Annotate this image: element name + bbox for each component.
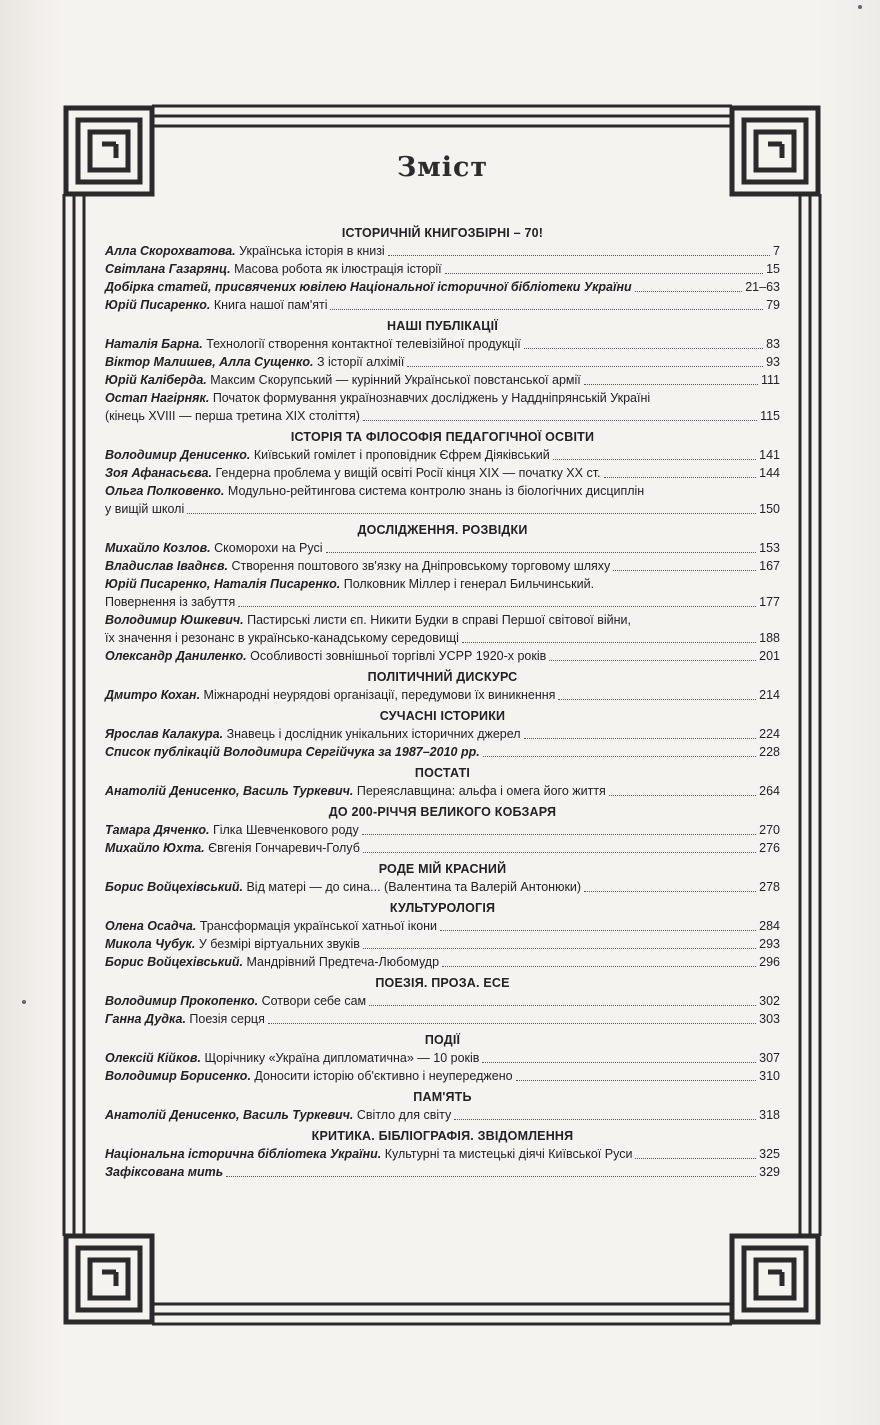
entry-title: З історії алхімії	[316, 355, 405, 369]
toc-section	[105, 224, 780, 314]
toc-entry[interactable]	[105, 917, 780, 935]
entry-text	[105, 539, 323, 557]
entry-author: Національна історична бібліотека України.	[105, 1147, 382, 1161]
entry-title-continued: (кінець XVIII — перша третина XIX століття)	[105, 409, 360, 423]
section-heading: ІСТОРІЯ ТА ФІЛОСОФІЯ ПЕДАГОГІЧНОЇ ОСВІТИ	[290, 430, 595, 444]
entry-title: Сотвори себе сам	[261, 994, 367, 1008]
section-heading: КРИТИКА. БІБЛІОГРАФІЯ. ЗВІДОМЛЕННЯ	[311, 1129, 574, 1143]
dot-leader	[462, 642, 756, 643]
entry-title: Щорічнику «Україна дипломатична» — 10 років	[204, 1051, 480, 1065]
toc-section	[105, 521, 780, 665]
toc-entry-continuation[interactable]	[105, 629, 780, 647]
toc-entry[interactable]	[105, 953, 780, 971]
section-heading: ПОЛІТИЧНИЙ ДИСКУРС	[367, 670, 518, 684]
entry-title: Культурні та мистецькі діячі Київської Руси	[384, 1147, 633, 1161]
section-heading: ІСТОРИЧНІЙ КНИГОЗБІРНІ – 70!	[341, 226, 544, 240]
toc-section	[105, 974, 780, 1028]
entry-page-number: 150	[759, 502, 780, 516]
entry-text	[105, 611, 631, 629]
section-heading: ПОСТАТІ	[414, 766, 471, 780]
entry-text	[105, 1067, 513, 1085]
entry-text	[105, 1010, 265, 1028]
entry-text	[105, 782, 606, 800]
entry-title-continued: Повернення із забуття	[105, 595, 236, 609]
entry-author: Ярослав Калакура.	[105, 727, 224, 741]
toc-section	[105, 1031, 780, 1085]
toc-entry[interactable]	[105, 482, 780, 500]
entry-author: Михайло Юхта.	[105, 841, 205, 855]
entry-page-number: 303	[759, 1012, 780, 1026]
entry-text	[105, 839, 360, 857]
toc-entry[interactable]	[105, 839, 780, 857]
section-heading: РОДЕ МІЙ КРАСНИЙ	[378, 862, 507, 876]
entry-author: Остап Нагірняк.	[105, 391, 210, 405]
dot-leader	[363, 420, 757, 421]
toc-section	[105, 707, 780, 761]
section-heading: КУЛЬТУРОЛОГІЯ	[389, 901, 496, 915]
entry-title: Українська історія в книзі	[239, 244, 385, 258]
entry-page-number: 201	[759, 649, 780, 663]
entry-author: Володимир Юшкевич.	[105, 613, 244, 627]
entry-title: Євгенія Гончаревич-Голуб	[208, 841, 360, 855]
entry-author: Ольга Полковенко.	[105, 484, 225, 498]
entry-text	[105, 1106, 451, 1124]
entry-author: Список публікацій Володимира Сергійчука за 1987–2010 рр.	[105, 745, 480, 759]
entry-author: Наталія Барна.	[105, 337, 203, 351]
toc-entry[interactable]	[105, 1049, 780, 1067]
toc-entry[interactable]	[105, 446, 780, 464]
dot-leader	[524, 738, 757, 739]
toc-entry[interactable]	[105, 935, 780, 953]
section-heading: ПОДІЇ	[424, 1033, 461, 1047]
dot-leader	[369, 1005, 756, 1006]
dot-leader	[613, 570, 756, 571]
entry-author: Дмитро Кохан.	[105, 688, 201, 702]
entry-page-number: 228	[759, 745, 780, 759]
entry-title: Початок формування українознавчих досліджень у Наддніпрянській Україні	[212, 391, 651, 405]
toc-entry[interactable]	[105, 821, 780, 839]
entry-title: Скоморохи на Русі	[214, 541, 323, 555]
entry-author: Добірка статей, присвячених ювілею Національної історичної бібліотеки України	[105, 280, 632, 294]
entry-text	[105, 743, 480, 761]
entry-page-number: 214	[759, 688, 780, 702]
entry-text	[105, 1145, 632, 1163]
toc-entry[interactable]	[105, 278, 780, 296]
dot-leader	[442, 966, 756, 967]
entry-author: Володимир Денисенко.	[105, 448, 251, 462]
paper-speck	[858, 5, 862, 9]
entry-page-number: 302	[759, 994, 780, 1008]
dot-leader	[187, 513, 756, 514]
entry-page-number: 224	[759, 727, 780, 741]
entry-author: Світлана Газарянц.	[105, 262, 231, 276]
toc-entry[interactable]	[105, 743, 780, 761]
toc-entry[interactable]	[105, 992, 780, 1010]
toc-entry[interactable]	[105, 575, 780, 593]
toc-entry[interactable]	[105, 464, 780, 482]
entry-page-number: 83	[766, 337, 780, 351]
dot-leader	[326, 552, 757, 553]
entry-text	[105, 935, 360, 953]
entry-page-number: 144	[759, 466, 780, 480]
dot-leader	[635, 1158, 756, 1159]
entry-title: Полковник Міллер і генерал Бильчинський.	[343, 577, 595, 591]
section-heading: СУЧАСНІ ІСТОРИКИ	[379, 709, 506, 723]
table-of-contents	[105, 150, 780, 1181]
entry-author: Борис Войцехівський.	[105, 880, 243, 894]
entry-title: Мандрівний Предтеча-Любомудр	[246, 955, 440, 969]
entry-text	[105, 260, 442, 278]
entry-title: Знавець і дослідник унікальних історичних джерел	[226, 727, 521, 741]
entry-title: У безмірі віртуальних звуків	[198, 937, 360, 951]
entry-author: Олександр Даниленко.	[105, 649, 247, 663]
entry-author: Віктор Малишев, Алла Сущенко.	[105, 355, 314, 369]
entry-title: Максим Скорупський — курінний Української повстанської армії	[210, 373, 581, 387]
toc-entry-continuation[interactable]	[105, 407, 780, 425]
entry-author: Анатолій Денисенко, Василь Туркевич.	[105, 784, 354, 798]
entry-text	[105, 647, 546, 665]
dot-leader	[482, 1062, 756, 1063]
entry-page-number: 188	[759, 631, 780, 645]
entry-text	[105, 557, 610, 575]
entry-title-continued: їх значення і резонанс в українсько-канадському середовищі	[105, 631, 459, 645]
entry-page-number: 7	[773, 244, 780, 258]
entry-author: Юрій Писаренко.	[105, 298, 211, 312]
dot-leader	[553, 459, 756, 460]
toc-entry[interactable]	[105, 557, 780, 575]
entry-author: Олексій Кійков.	[105, 1051, 201, 1065]
toc-entry[interactable]	[105, 371, 780, 389]
entry-text	[105, 953, 439, 971]
entry-title: Модульно-рейтингова система контролю знань із біологічних дисциплін	[227, 484, 645, 498]
dot-leader	[584, 891, 756, 892]
entry-author: Юрій Писаренко, Наталія Писаренко.	[105, 577, 341, 591]
entry-author: Зафіксована мить	[105, 1165, 224, 1179]
entry-text	[105, 335, 521, 353]
entry-page-number: 167	[759, 559, 780, 573]
page-title: Зміст	[396, 152, 489, 183]
toc-section	[105, 803, 780, 857]
entry-page-number: 264	[759, 784, 780, 798]
entry-text	[105, 1049, 479, 1067]
dot-leader	[226, 1176, 756, 1177]
dot-leader	[238, 606, 756, 607]
toc-sections	[105, 224, 780, 1181]
toc-entry[interactable]	[105, 260, 780, 278]
dot-leader	[609, 795, 756, 796]
entry-page-number: 307	[759, 1051, 780, 1065]
dot-leader	[445, 273, 764, 274]
entry-author: Володимир Борисенко.	[105, 1069, 251, 1083]
toc-section	[105, 1088, 780, 1124]
dot-leader	[516, 1080, 757, 1081]
dot-leader	[363, 948, 756, 949]
entry-text	[105, 1163, 223, 1181]
entry-author: Ганна Дудка.	[105, 1012, 186, 1026]
entry-author: Володимир Прокопенко.	[105, 994, 259, 1008]
toc-entry[interactable]	[105, 1067, 780, 1085]
entry-title: Міжнародні неурядові організації, передумови їх виникнення	[203, 688, 556, 702]
entry-author: Борис Войцехівський.	[105, 955, 243, 969]
entry-text	[105, 389, 650, 407]
entry-text	[105, 296, 327, 314]
dot-leader	[558, 699, 756, 700]
entry-page-number: 293	[759, 937, 780, 951]
entry-text	[105, 725, 521, 743]
paper-speck	[22, 1000, 26, 1004]
toc-entry[interactable]	[105, 389, 780, 407]
section-heading: ДО 200-РІЧЧЯ ВЕЛИКОГО КОБЗАРЯ	[328, 805, 557, 819]
dot-leader	[454, 1119, 756, 1120]
dot-leader	[584, 384, 758, 385]
toc-section	[105, 1127, 780, 1181]
entry-author: Алла Скорохватова.	[105, 244, 236, 258]
entry-text	[105, 371, 581, 389]
dot-leader	[330, 309, 763, 310]
entry-page-number: 115	[760, 409, 780, 423]
toc-entry[interactable]	[105, 1010, 780, 1028]
entry-page-number: 329	[759, 1165, 780, 1179]
entry-page-number: 270	[759, 823, 780, 837]
toc-section	[105, 668, 780, 704]
entry-author: Олена Осадча.	[105, 919, 197, 933]
dot-leader	[362, 834, 756, 835]
entry-text	[105, 482, 644, 500]
entry-author: Владислав Іваднєв.	[105, 559, 228, 573]
entry-title-continued: у вищій школі	[105, 502, 185, 516]
entry-page-number: 284	[759, 919, 780, 933]
toc-section	[105, 899, 780, 971]
dot-leader	[388, 255, 770, 256]
entry-title: Масова робота як ілюстрація історії	[234, 262, 442, 276]
toc-section	[105, 317, 780, 425]
entry-page-number: 111	[760, 373, 780, 387]
entry-text	[105, 242, 385, 260]
entry-title: Поезія серця	[189, 1012, 265, 1026]
toc-entry[interactable]	[105, 647, 780, 665]
section-heading: НАШІ ПУБЛІКАЦІЇ	[387, 319, 498, 333]
toc-entry[interactable]	[105, 1163, 780, 1181]
toc-section	[105, 860, 780, 896]
toc-entry[interactable]	[105, 353, 780, 371]
entry-title: Київський гомілет і проповідник Єфрем Діяківський	[253, 448, 550, 462]
entry-text	[105, 686, 555, 704]
entry-page-number: 21–63	[745, 280, 780, 294]
toc-entry[interactable]	[105, 1145, 780, 1163]
entry-text	[105, 278, 632, 296]
entry-author: Зоя Афанасьєва.	[105, 466, 212, 480]
dot-leader	[363, 852, 756, 853]
entry-title: Гендерна проблема у вищій освіті Росії кінця XIX — початку XX ст.	[215, 466, 601, 480]
entry-text	[105, 575, 594, 593]
section-heading: ПАМ'ЯТЬ	[413, 1090, 472, 1104]
section-heading: ДОСЛІДЖЕННЯ. РОЗВІДКИ	[357, 523, 528, 537]
toc-entry[interactable]	[105, 878, 780, 896]
entry-title: Створення поштового зв'язку на Дніпровському торговому шляху	[231, 559, 611, 573]
entry-author: Тамара Дяченко.	[105, 823, 210, 837]
dot-leader	[549, 660, 756, 661]
entry-page-number: 79	[766, 298, 780, 312]
entry-title: Пастирські листи єп. Никити Будки в справі Першої світової війни,	[247, 613, 631, 627]
toc-entry[interactable]	[105, 1106, 780, 1124]
dot-leader	[483, 756, 756, 757]
entry-author: Юрій Каліберда.	[105, 373, 207, 387]
dot-leader	[440, 930, 756, 931]
toc-entry[interactable]	[105, 539, 780, 557]
toc-entry[interactable]	[105, 335, 780, 353]
section-heading: ПОЕЗІЯ. ПРОЗА. ЕСЕ	[375, 976, 510, 990]
toc-entry[interactable]	[105, 611, 780, 629]
entry-title: Від матері — до сина... (Валентина та Валерій Антонюки)	[246, 880, 582, 894]
toc-entry[interactable]	[105, 782, 780, 800]
entry-page-number: 177	[759, 595, 780, 609]
entry-page-number: 325	[759, 1147, 780, 1161]
entry-page-number: 15	[766, 262, 780, 276]
toc-entry[interactable]	[105, 725, 780, 743]
entry-page-number: 141	[759, 448, 780, 462]
entry-title: Світло для світу	[356, 1108, 452, 1122]
toc-entry-continuation[interactable]	[105, 593, 780, 611]
entry-text	[105, 878, 581, 896]
entry-title: Переяславщина: альфа і омега його життя	[356, 784, 606, 798]
toc-section	[105, 764, 780, 800]
entry-title: Технології створення контактної телевізійної продукції	[206, 337, 521, 351]
entry-author: Анатолій Денисенко, Василь Туркевич.	[105, 1108, 354, 1122]
entry-page-number: 296	[759, 955, 780, 969]
entry-title: Трансформація української хатньої ікони	[199, 919, 438, 933]
entry-title: Книга нашої пам'яті	[213, 298, 328, 312]
entry-title: Особливості зовнішньої торгівлі УСРР 1920-х років	[250, 649, 547, 663]
toc-entry[interactable]	[105, 686, 780, 704]
toc-entry[interactable]	[105, 242, 780, 260]
entry-text	[105, 464, 601, 482]
entry-page-number: 318	[759, 1108, 780, 1122]
entry-text	[105, 992, 366, 1010]
entry-page-number: 278	[759, 880, 780, 894]
entry-text	[105, 821, 359, 839]
entry-author: Микола Чубук.	[105, 937, 196, 951]
toc-entry-continuation[interactable]	[105, 500, 780, 518]
entry-page-number: 93	[766, 355, 780, 369]
entry-text	[105, 353, 404, 371]
dot-leader	[268, 1023, 756, 1024]
entry-title: Гілка Шевченкового роду	[212, 823, 359, 837]
dot-leader	[524, 348, 763, 349]
toc-entry[interactable]	[105, 296, 780, 314]
dot-leader	[635, 291, 743, 292]
entry-page-number: 310	[759, 1069, 780, 1083]
dot-leader	[604, 477, 757, 478]
entry-text	[105, 446, 550, 464]
entry-text	[105, 917, 437, 935]
toc-section	[105, 428, 780, 518]
entry-title: Доносити історію об'єктивно і неупереджено	[254, 1069, 513, 1083]
dot-leader	[407, 366, 763, 367]
entry-page-number: 153	[759, 541, 780, 555]
entry-author: Михайло Козлов.	[105, 541, 211, 555]
entry-page-number: 276	[759, 841, 780, 855]
